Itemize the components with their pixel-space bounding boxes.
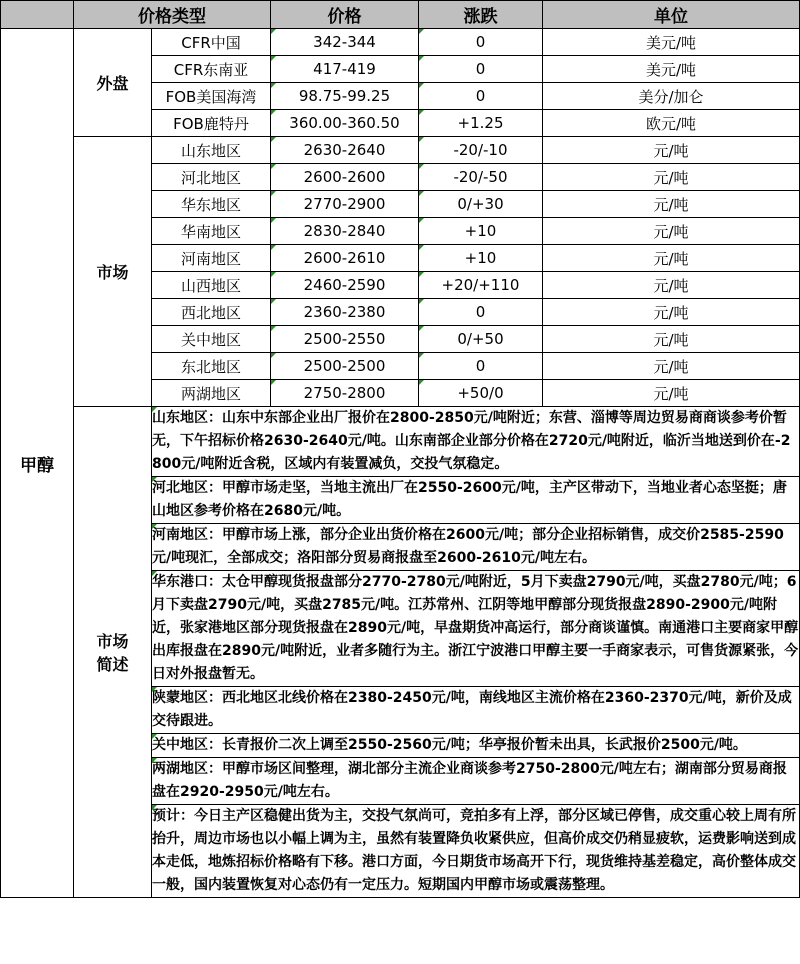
header-row bbox=[1, 1, 800, 29]
summary-text: 河北地区：甲醇市场走坚，当地主流出厂在2550-2600元/吨，主产区带动下，当地业者心态坚挺；唐山地区参考价格在2680元/吨。 bbox=[152, 477, 800, 524]
summary-text: 关中地区：长青报价二次上调至2550-2560元/吨；华亭报价暂未出具，长武报价2500元/吨。 bbox=[152, 734, 800, 758]
product-label: 甲醇 bbox=[1, 29, 74, 898]
unit-cell: 元/吨 bbox=[543, 299, 800, 326]
change-cell: -20/-50 bbox=[419, 164, 543, 191]
summary-text: 陕蒙地区：西北地区北线价格在2380-2450元/吨，南线地区主流价格在2360-2370元/吨，新价及成交待跟进。 bbox=[152, 687, 800, 734]
group-market-label: 市场 bbox=[74, 137, 152, 407]
unit-cell: 元/吨 bbox=[543, 380, 800, 407]
header-price-type: 价格类型 bbox=[74, 1, 271, 29]
header-unit: 单位 bbox=[543, 1, 800, 29]
price-type-cell: CFR东南亚 bbox=[152, 56, 271, 83]
change-cell: 0/+50 bbox=[419, 326, 543, 353]
unit-cell: 元/吨 bbox=[543, 218, 800, 245]
unit-cell: 元/吨 bbox=[543, 164, 800, 191]
price-cell: 417-419 bbox=[271, 56, 419, 83]
price-cell: 2360-2380 bbox=[271, 299, 419, 326]
change-cell: 0/+30 bbox=[419, 191, 543, 218]
group-summary-label bbox=[74, 407, 152, 898]
summary-text: 预计：今日主产区稳健出货为主，交投气氛尚可，竞拍多有上浮，部分区域已停售，成交重心较上周有所抬升，周边市场也以小幅上调为主，虽然有装置降负收紧供应，但高价成交仍稍显疲软，运费影响送到成本走低，地炼招标价格略有下移。港口方面，今日期货市场高开下行，现货维持基差稳定，高价整体成交一般，国内装置恢复对心态仍有一定压力。短期国内甲醇市场或震荡整理。 bbox=[152, 805, 800, 898]
change-cell: -20/-10 bbox=[419, 137, 543, 164]
price-cell: 342-344 bbox=[271, 29, 419, 56]
price-type-cell: 河北地区 bbox=[152, 164, 271, 191]
group-summary-label-line2: 简述 bbox=[96, 655, 129, 674]
price-type-cell: CFR中国 bbox=[152, 29, 271, 56]
price-type-cell: 山西地区 bbox=[152, 272, 271, 299]
price-cell: 360.00-360.50 bbox=[271, 110, 419, 137]
change-cell: +10 bbox=[419, 218, 543, 245]
price-type-cell: 河南地区 bbox=[152, 245, 271, 272]
unit-cell: 美分/加仑 bbox=[543, 83, 800, 110]
price-cell: 2830-2840 bbox=[271, 218, 419, 245]
price-type-cell: 两湖地区 bbox=[152, 380, 271, 407]
unit-cell: 元/吨 bbox=[543, 191, 800, 218]
price-cell: 2500-2550 bbox=[271, 326, 419, 353]
change-cell: +10 bbox=[419, 245, 543, 272]
price-cell: 2750-2800 bbox=[271, 380, 419, 407]
summary-row bbox=[1, 407, 800, 477]
price-type-cell: 华东地区 bbox=[152, 191, 271, 218]
price-cell: 98.75-99.25 bbox=[271, 83, 419, 110]
change-cell: 0 bbox=[419, 299, 543, 326]
price-type-cell: 华南地区 bbox=[152, 218, 271, 245]
price-type-cell: 西北地区 bbox=[152, 299, 271, 326]
change-cell: 0 bbox=[419, 56, 543, 83]
price-type-cell: FOB美国海湾 bbox=[152, 83, 271, 110]
change-cell: +50/0 bbox=[419, 380, 543, 407]
price-cell: 2630-2640 bbox=[271, 137, 419, 164]
change-cell: 0 bbox=[419, 353, 543, 380]
price-type-cell: 山东地区 bbox=[152, 137, 271, 164]
header-blank-cell bbox=[1, 1, 74, 29]
unit-cell: 美元/吨 bbox=[543, 56, 800, 83]
price-cell: 2600-2610 bbox=[271, 245, 419, 272]
price-type-cell: 东北地区 bbox=[152, 353, 271, 380]
header-price: 价格 bbox=[271, 1, 419, 29]
price-cell: 2600-2600 bbox=[271, 164, 419, 191]
price-cell: 2770-2900 bbox=[271, 191, 419, 218]
summary-text: 河南地区：甲醇市场上涨，部分企业出货价格在2600元/吨；部分企业招标销售，成交价2585-2590元/吨现汇，全部成交；洛阳部分贸易商报盘至2600-2610元/吨左右。 bbox=[152, 524, 800, 571]
header-change: 涨跌 bbox=[419, 1, 543, 29]
change-cell: +1.25 bbox=[419, 110, 543, 137]
summary-text: 山东地区：山东中东部企业出厂报价在2800-2850元/吨附近；东营、淄博等周边贸易商商谈参考价暂无，下午招标价格2630-2640元/吨。山东南部企业部分价格在2720元/吨附近，临沂当地送到价在-2800元/吨附近含税，区域内有装置减负，交投气氛稳定。 bbox=[152, 407, 800, 477]
change-cell: 0 bbox=[419, 83, 543, 110]
unit-cell: 元/吨 bbox=[543, 137, 800, 164]
unit-cell: 元/吨 bbox=[543, 326, 800, 353]
summary-text: 华东港口：太仓甲醇现货报盘部分2770-2780元/吨附近，5月下卖盘2790元/吨，买盘2780元/吨；6月下卖盘2790元/吨，买盘2785元/吨。江苏常州、江阴等地甲醇部分现货报盘2890-2900元/吨附近，张家港地区部分现货报盘在2890元/吨，早盘期货冲高运行，部分商谈谨慎。南通港口主要商家甲醇出库报盘在2890元/吨附近，业者多随行为主。浙江宁波港口甲醇主要一手商家表示，可售货源紧张，今日对外报盘暂无。 bbox=[152, 571, 800, 687]
unit-cell: 欧元/吨 bbox=[543, 110, 800, 137]
unit-cell: 美元/吨 bbox=[543, 29, 800, 56]
group-summary-label-line1: 市场 bbox=[96, 632, 129, 651]
price-cell: 2500-2500 bbox=[271, 353, 419, 380]
price-cell: 2460-2590 bbox=[271, 272, 419, 299]
group-outer-label: 外盘 bbox=[74, 29, 152, 137]
table-row bbox=[1, 137, 800, 164]
unit-cell: 元/吨 bbox=[543, 272, 800, 299]
unit-cell: 元/吨 bbox=[543, 353, 800, 380]
change-cell: 0 bbox=[419, 29, 543, 56]
table-row bbox=[1, 29, 800, 56]
change-cell: +20/+110 bbox=[419, 272, 543, 299]
price-type-cell: FOB鹿特丹 bbox=[152, 110, 271, 137]
unit-cell: 元/吨 bbox=[543, 245, 800, 272]
summary-text: 两湖地区：甲醇市场区间整理，湖北部分主流企业商谈参考2750-2800元/吨左右；湖南部分贸易商报盘在2920-2950元/吨左右。 bbox=[152, 758, 800, 805]
price-type-cell: 关中地区 bbox=[152, 326, 271, 353]
